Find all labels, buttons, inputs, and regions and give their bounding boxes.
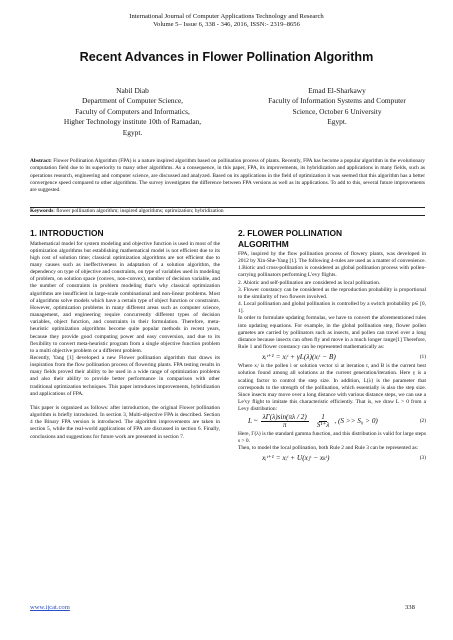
section-heading-line: 2. FLOWER POLLINATION xyxy=(238,228,343,238)
intro-paragraph-2: Recently, Yang [1] developed a new Flower pollination algorithm that draws its inspiration from the flow pollination process of flowering plants. FPA testing results in many fields proved their ability to be used in a wide range of optimization problems and also their ability to provide better performance in comparison with other traditional optimization techniques. This paper introduces improvements, hybridization and applications of FPA. xyxy=(30,355,220,397)
equation-2 xyxy=(238,414,426,429)
equation-1-body: xᵢᵗ⁺¹ = xᵢᵗ + γL(λ)(xᵢᵗ − B) xyxy=(262,352,336,362)
author-affiliation: Department of Computer Science, xyxy=(82,96,183,106)
equation-2-fraction-1 xyxy=(261,414,309,429)
fpa-rule-3: 3. Flower constancy can be considered as the reproduction probability is proportional to the similarity of two flowers involved. xyxy=(238,286,426,300)
abstract-label: Abstract: xyxy=(30,158,52,164)
fraction-denominator: π xyxy=(282,421,287,430)
section-heading-introduction: 1. INTRODUCTION xyxy=(30,228,104,238)
section-heading-fpa xyxy=(238,228,426,249)
fraction-numerator: λΓ(λ)sin(πλ / 2) xyxy=(262,413,307,422)
equation-2-number: (2) xyxy=(419,418,426,425)
keywords-bottom-rule xyxy=(30,215,425,216)
author-affiliation: Higher Technology institute 10th of Ramadan, xyxy=(63,117,202,127)
equation-2-lhs: L ~ xyxy=(248,417,258,426)
author-block-2 xyxy=(242,86,432,128)
fpa-paragraph-1: FPA, inspired by the flow pollination process of flowery plants, was developed in 2012 by Xin-She-Yang [1]. The following 4-rules are used as a matter of convenience. xyxy=(238,251,426,265)
author-block-1 xyxy=(40,86,225,138)
journal-header xyxy=(0,13,453,29)
section-heading-line: ALGORITHM xyxy=(238,238,289,249)
fpa-paragraph-2: In order to formulate updating formulas, we have to convert the aforementioned rules into updating equations. For example, in the global pollination step, flower pollen gametes are carried by pollinators such as insects, and pollen can travel over a long distance because insects can often fly and move in a much longer range[1] Therefore, Rule 1 and flower constancy can be represented mathematically as: xyxy=(238,315,426,351)
author-affiliation: Faculty of Information Systems and Computer xyxy=(268,96,406,106)
journal-name: International Journal of Computer Applications Technology and Research xyxy=(129,13,324,20)
abstract xyxy=(30,158,425,195)
equation-3-number: (3) xyxy=(419,455,426,462)
intro-paragraph-3: This paper is organized as follows: after introduction, the original Flower pollination algorithm is briefly introduced. In section 3, Multi-objective FPA is described. Section 4 the Binary FPA version is introduced. The algorithm improvements are taken in section 5, while the real-world applications of FPA are discussed in section 6. Finally, conclusions and suggestions for future work are presented in section 7. xyxy=(30,404,220,440)
fraction-denominator: S¹⁺λ xyxy=(316,421,330,430)
equation-2-condition: , (S >> S₀ > 0) xyxy=(334,417,378,426)
equation-2-fraction-2 xyxy=(315,414,332,429)
author-affiliation: Egypt. xyxy=(327,117,347,127)
equation-3 xyxy=(238,452,426,464)
fpa-rule-4: 4. Local pollination and global pollination is controlled by a switch probability p∈ [0, 1]. xyxy=(238,301,426,315)
fpa-paragraph-3: Where xᵢᵗ is the pollen i or solution vector xi at iteration t, and B is the current best solution found among all solutions at the current generation/iteration. Here γ is a scaling factor to control the step size. In addition, L(λ) is the parameter that corresponds to the strength of the pollination, which essentially is also the step size. Since insects may move over a long distance with various distance steps, we can use a Le'vy flight to imitate this characteristic efficiently. That is, we draw L > 0 from a Levy distribution: xyxy=(238,363,426,413)
equation-1 xyxy=(238,351,426,363)
keywords-text: : flower pollination algorithm; inspired algorithms; optimization; hybridization xyxy=(53,208,224,214)
right-column xyxy=(238,228,426,464)
fpa-rule-2: 2. Abiotic and self-pollination are considered as local pollination. xyxy=(238,279,381,286)
author-name: Emad El-Sharkawy xyxy=(308,86,366,95)
author-affiliation: Science, October 6 University xyxy=(292,106,382,116)
paper-title: Recent Advances in Flower Pollination Algorithm xyxy=(79,50,374,64)
author-affiliation: Egypt. xyxy=(122,127,143,137)
journal-website-link[interactable]: www.ijcat.com xyxy=(30,604,70,611)
fpa-paragraph-5: Then, to model the local pollination, both Rule 2 and Rule 3 can be represented as: xyxy=(238,444,419,451)
left-column xyxy=(30,228,220,441)
fpa-paragraph-4: Here, Γ(λ) is the standard gamma function, and this distribution is valid for large steps s > 0. xyxy=(238,430,426,444)
keywords xyxy=(30,208,425,215)
fpa-rule-1: 1.Biotic and cross-pollination is considered as global pollination process with pollen-carrying pollinators performing L'evy flights. xyxy=(238,265,426,279)
journal-volume: Volume 5– Issue 6, 338 - 346, 2016, ISSN:- 2319–8656 xyxy=(153,21,300,28)
equation-1-number: (1) xyxy=(419,354,426,361)
abstract-text: Flower Pollination Algorithm (FPA) is a nature inspired algorithm based on pollination process of plants. Recently, FPA has become a popular algorithm in the evolutionary computation field due to its superiority to many other algorithms. As a consequence, in this paper, FPA, its improvements, its hybridization and applications in many fields, such as operations research, engineering and computer science, are discussed and analyzed. Based on its applications in the field of optimization it was seemed that this algorithm has a better convergence speed compared to other algorithms. The survey investigates the difference between FPA versions as well as its applications. To add to this, several future improvements are suggested. xyxy=(30,158,425,194)
author-affiliation: Faculty of Computers and Informatics, xyxy=(75,106,190,116)
fraction-numerator: 1 xyxy=(321,413,325,422)
author-name: Nabil Diab xyxy=(116,86,149,95)
page-number: 338 xyxy=(405,604,415,611)
keywords-label: Keywords xyxy=(30,208,54,214)
equation-3-body: xᵢᵗ⁺¹ = xᵢᵗ + U(xⱼᵗ − xₖᵗ) xyxy=(262,453,330,463)
intro-paragraph-1: Mathematical model for system modeling and objective function is used in most of the optimization algorithms but establishing mathematical model is not efficient due to its high cost of solution time; classical optimization algorithms are not efficient due to many causes such as ineffectiveness in adaptation of a solution algorithm, the dependency on type of objective and constraints, on type of variables used in modeling of problem, on solution space (convex, non-convex), number of decision variable, and the number of constraints in problem modeling that's why classical optimization algorithms are insufficient in large-scale combinational and non-linear problems. Most of algorithms solve models which have a certain type of object function or constraints. However, optimization problems in many different areas such as computer science, management, and engineering require concurrently different types of decision variables, object function, and constraints in their formulation. Therefore, meta-heuristic optimization algorithms become quite popular methods in recent years, because they provide good computing power and easy conversion, and due to its flexibility to convert meta-heuristic program from a single objective function problem to a multi objective problem or a different problem. xyxy=(30,240,220,354)
